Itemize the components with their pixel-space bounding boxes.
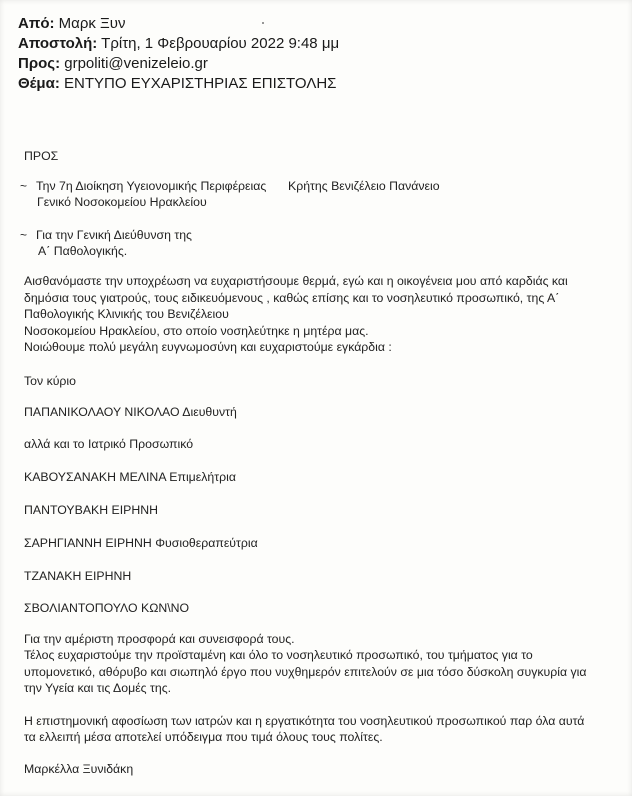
para1-line: Παθολογικής Κλινικής του Βενιζέλειου [24, 307, 229, 321]
para2-line: υπομονετικό, αθόρυβο και σιωπηλό έργο που νυχθημερόν επιτελούν σε μια τόσο δύσκολη συγκυρία για [24, 665, 587, 679]
to-line [18, 55, 208, 72]
staff-name: ΚΑΒΟΥΣΑΝΑΚΗ ΜΕΛΙΝΑ Επιμελήτρια [24, 470, 236, 484]
staff-name: ΤΖΑΝΑΚΗ ΕΙΡΗΝΗ [24, 569, 132, 583]
para2-line: Τέλος ευχαριστούμε την προϊσταμένη και όλο το νοσηλευτικό προσωπικό, του τμήματος για το [24, 648, 533, 662]
para3-line: Η επιστημονική αφοσίωση των ιατρών και η εργατικότητα του νοσηλευτικού προσωπικού παρ όλα αυτά [24, 714, 585, 728]
staff-name: ΣΑΡΗΓΙΑΝΝΗ ΕΙΡΗΝΗ Φυσιοθεραπεύτρια [24, 536, 258, 550]
para2-line: την Υγεία και τις Δομές της. [24, 681, 172, 695]
bullet-marker: ~ [20, 179, 28, 193]
director-name: ΠΑΠΑΝΙΚΟΛΑΟΥ ΝΙΚΟΛΑΟ Διευθυντή [24, 405, 237, 419]
sent-label: Αποστολή: [18, 35, 98, 52]
subject-value: ΕΝΤΥΠΟ ΕΥΧΑΡΙΣΤΗΡΙΑΣ ΕΠΙΣΤΟΛΗΣ [64, 75, 337, 92]
recipient2-line2: Α΄ Παθολογικής. [38, 244, 128, 258]
bullet-marker: ~ [20, 228, 28, 242]
sent-value: Τρίτη, 1 Φεβρουαρίου 2022 9:48 μμ [101, 35, 340, 52]
para1-line: Νοιώθουμε πολύ μεγάλη ευγνωμοσύνη και ευχαριστούμε εγκάρδια : [24, 340, 392, 354]
recipient2-line1: Για την Γενική Διεύθυνση της [36, 228, 192, 242]
para2-line: Για την αμέριστη προσφορά και συνεισφορά τους. [24, 632, 295, 646]
signature: Μαρκέλλα Ξυνιδάκη [24, 762, 134, 776]
ton-kyrio: Τον κύριο [24, 374, 77, 388]
medical-staff-line: αλλά και το Ιατρικό Προσωπικό [24, 437, 194, 451]
to-value: grpoliti@venizeleio.gr [64, 55, 208, 72]
para1-line: Αισθανόμαστε την υποχρέωση να ευχαριστήσουμε θερμά, εγώ και η οικογένεια μου από καρδιάς και [24, 274, 568, 288]
pros-heading: ΠΡΟΣ [24, 149, 59, 163]
para1-line: δημόσια τους γιατρούς, τους ειδικευόμενους , καθώς επίσης και το νοσηλευτικό προσωπικό, της Α΄ [24, 291, 560, 305]
from-line [18, 15, 125, 32]
scan-speck [262, 22, 264, 24]
staff-name: ΣΒΟΛΙΑΝΤΟΠΟΥΛΟ ΚΩΝ\ΝΟ [24, 601, 190, 615]
recipient1-line1-cont: Κρήτης Βενιζέλειο Πανάνειο [288, 179, 440, 193]
para3-line: τα ελλειπή μέσα αποτελεί υπόδειγμα που τιμά όλους τους πολίτες. [24, 730, 383, 744]
subject-line [18, 75, 336, 92]
from-value: Μαρκ Ξυν [58, 15, 126, 32]
to-label: Προς: [18, 55, 61, 72]
para1-line: Νοσοκομείου Ηρακλείου, στο οποίο νοσηλεύτηκε η μητέρα μας. [24, 324, 369, 338]
recipient1-line2: Γενικό Νοσοκομείου Ηρακλείου [37, 195, 207, 209]
sent-line [18, 35, 339, 52]
from-label: Από: [18, 15, 55, 32]
subject-label: Θέμα: [18, 75, 60, 92]
recipient1-line1: Την 7η Διοίκηση Υγειονομικής Περιφέρειας [36, 179, 267, 193]
staff-name: ΠΑΝΤΟΥΒΑΚΗ ΕΙΡΗΝΗ [24, 503, 158, 517]
